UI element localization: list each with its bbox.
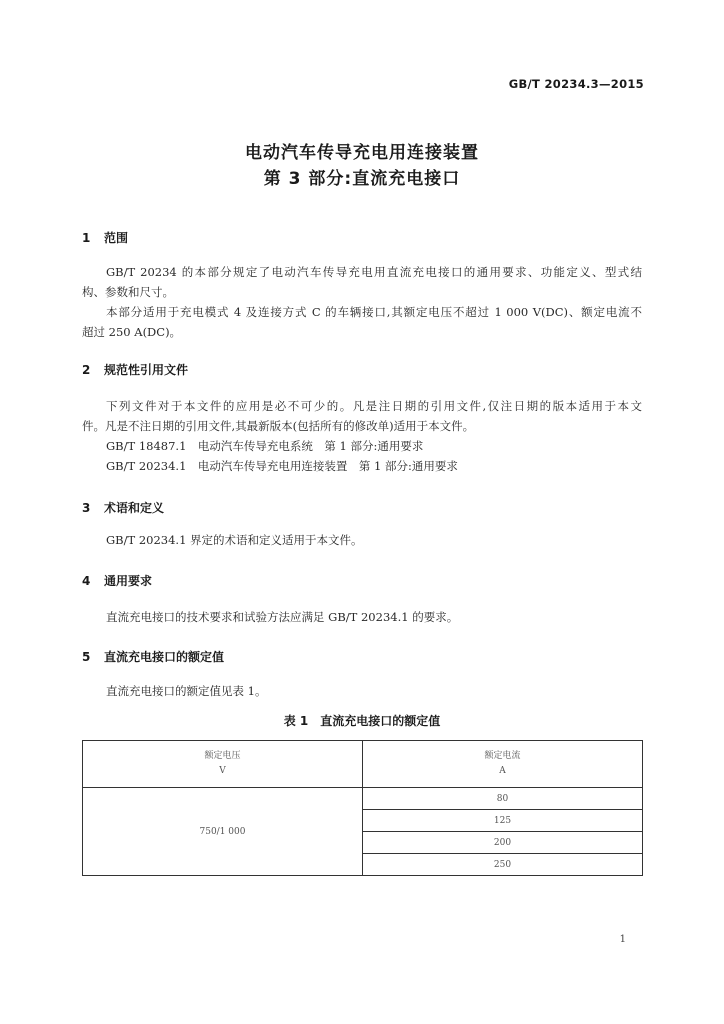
section-heading-ratings	[82, 648, 224, 665]
page-number: 1	[619, 934, 626, 945]
section-title: 术语和定义	[104, 501, 165, 515]
standard-number: GB/T 20234.3—2015	[508, 77, 644, 91]
reference-item: GB/T 20234.1 电动汽车传导充电用连接装置 第 1 部分:通用要求	[106, 459, 458, 473]
current-value-cell: 125	[363, 810, 643, 832]
section-title: 通用要求	[104, 574, 153, 588]
table-caption-number: 表 1	[283, 714, 309, 728]
paragraph-line: 直流充电接口的额定值见表 1。	[106, 684, 267, 698]
current-value-cell: 200	[363, 832, 643, 854]
section-heading-scope	[82, 229, 128, 246]
section-number: 1	[82, 231, 91, 245]
section-body-scope	[82, 262, 642, 342]
section-heading-terms	[82, 499, 164, 516]
section-body-terms	[82, 530, 642, 550]
section-number: 2	[82, 363, 91, 377]
current-header: 额定电流	[484, 751, 521, 761]
section-number: 4	[82, 574, 91, 588]
paragraph-line: 构、参数和尺寸。	[82, 285, 174, 299]
section-number: 5	[82, 650, 91, 664]
document-subtitle: 第 3 部分:直流充电接口	[263, 169, 461, 189]
section-body-ratings	[82, 681, 642, 701]
voltage-value-cell: 750/1 000	[83, 788, 363, 876]
reference-item: GB/T 18487.1 电动汽车传导充电系统 第 1 部分:通用要求	[106, 439, 424, 453]
paragraph-line: 件。凡是不注日期的引用文件,其最新版本(包括所有的修改单)适用于本文件。	[82, 419, 475, 433]
table-header-row	[83, 741, 643, 788]
paragraph-line: GB/T 20234.1 界定的术语和定义适用于本文件。	[106, 533, 363, 547]
voltage-header: 额定电压	[204, 751, 241, 761]
table-caption	[0, 712, 724, 729]
section-body-normative-references	[82, 396, 642, 476]
current-value-cell: 80	[363, 788, 643, 810]
paragraph-line: 超过 250 A(DC)。	[82, 325, 182, 339]
section-title: 直流充电接口的额定值	[104, 650, 225, 664]
section-number: 3	[82, 501, 91, 515]
paragraph-line: 直流充电接口的技术要求和试验方法应满足 GB/T 20234.1 的要求。	[106, 610, 459, 624]
paragraph-line: 本部分适用于充电模式 4 及连接方式 C 的车辆接口,其额定电压不超过 1 000 V(DC)、额定电流不	[106, 305, 642, 319]
voltage-unit: V	[219, 766, 226, 776]
section-title: 规范性引用文件	[104, 363, 189, 377]
table-row	[83, 788, 643, 810]
section-body-general-requirements	[82, 607, 642, 627]
current-value-cell: 250	[363, 854, 643, 876]
current-unit: A	[499, 766, 506, 776]
section-heading-general-requirements	[82, 572, 152, 589]
paragraph-line: 下列文件对于本文件的应用是必不可少的。凡是注日期的引用文件,仅注日期的版本适用于本文	[106, 399, 642, 413]
section-title: 范围	[104, 231, 129, 245]
section-heading-normative-references	[82, 361, 188, 378]
rating-table	[82, 740, 643, 876]
current-header-cell	[363, 741, 643, 788]
paragraph-line: GB/T 20234 的本部分规定了电动汽车传导充电用直流充电接口的通用要求、功能定义、型式结	[106, 265, 642, 279]
voltage-header-cell	[83, 741, 363, 788]
document-title: 电动汽车传导充电用连接装置	[245, 143, 479, 163]
table-caption-title: 直流充电接口的额定值	[320, 714, 441, 728]
